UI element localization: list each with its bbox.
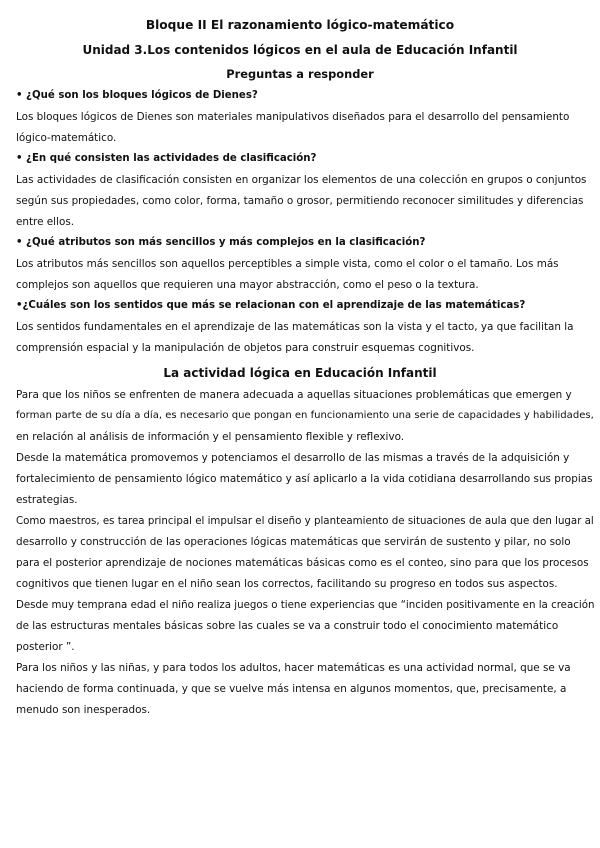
answer-3-line-2: complejos son aquellos que requieren una mayor abstracción, como el peso o la textura. [16, 279, 479, 291]
answer-4-line-2: comprensión espacial y la manipulación de objetos para construir esquemas cognitivos. [16, 342, 475, 354]
answer-1-line-1: Los bloques lógicos de Dienes son materiales manipulativos diseñados para el desarrollo del pensamiento [16, 111, 570, 123]
unit-title: Unidad 3.Los contenidos lógicos en el aula de Educación Infantil [82, 43, 518, 57]
body-line-3: en relación al análisis de información y el pensamiento flexible y reflexivo. [16, 431, 405, 443]
body-line-8: desarrollo y construcción de las operaciones lógicas matemáticas que servirán de sustento y pilar, no solo [16, 536, 571, 548]
body-line-6: estrategias. [16, 494, 78, 506]
answer-2-line-1: Las actividades de clasificación consisten en organizar los elementos de una colección en grupos o conjuntos [16, 174, 587, 186]
body-line-4: Desde la matemática promovemos y potenciamos el desarrollo de las mismas a través de la adquisición y [16, 452, 570, 464]
body-line-7: Como maestros, es tarea principal el impulsar el diseño y planteamiento de situaciones de aula que den lugar al [16, 515, 594, 527]
question-1: • ¿Qué son los bloques lógicos de Dienes? [16, 90, 258, 101]
body-line-10: cognitivos que tienen lugar en el niño sean los correctos, facilitando su progreso en todos sus aspectos. [16, 578, 558, 590]
question-4: •¿Cuáles son los sentidos que más se relacionan con el aprendizaje de las matemáticas? [16, 300, 526, 311]
question-3: • ¿Qué atributos son más sencillos y más complejos en la clasificación? [16, 237, 426, 248]
body-line-11: Desde muy temprana edad el niño realiza juegos o tiene experiencias que “inciden positivamente en la creación [16, 599, 595, 611]
body-line-16: menudo son inesperados. [16, 704, 151, 716]
answer-3-line-1: Los atributos más sencillos son aquellos perceptibles a simple vista, como el color o el tamaño. Los más [16, 258, 559, 270]
body-line-9: para el posterior aprendizaje de nociones matemáticas básicas como es el conteo, sino para que los procesos [16, 557, 589, 569]
answer-1-line-2: lógico-matemático. [16, 132, 117, 144]
block-title: Bloque II El razonamiento lógico-matemático [145, 18, 455, 32]
body-line-1: Para que los niños se enfrenten de manera adecuada a aquellas situaciones problemáticas que emergen y [16, 389, 572, 401]
answer-2-line-2: según sus propiedades, como color, forma, tamaño o grosor, permitiendo reconocer similitudes y diferencias [16, 195, 584, 207]
questions-heading: Preguntas a responder [226, 67, 374, 81]
section-title: La actividad lógica en Educación Infantil [163, 366, 437, 380]
body-line-12: de las estructuras mentales básicas sobre las cuales se va a construir todo el conocimiento matemático [16, 620, 559, 632]
body-line-14: Para los niños y las niñas, y para todos los adultos, hacer matemáticas es una actividad normal, que se va [16, 662, 571, 674]
question-2: • ¿En qué consisten las actividades de clasificación? [16, 153, 317, 164]
body-line-2: forman parte de su día a día, es necesario que pongan en funcionamiento una serie de capacidades y habilidades, [16, 410, 594, 421]
body-line-15: haciendo de forma continuada, y que se vuelve más intensa en algunos momentos, que, precisamente, a [16, 683, 567, 695]
answer-4-line-1: Los sentidos fundamentales en el aprendizaje de las matemáticas son la vista y el tacto, ya que facilitan la [16, 321, 574, 333]
body-line-5: fortalecimiento de pensamiento lógico matemático y así aplicarlo a la vida cotidiana desarrollando sus propias [16, 473, 593, 485]
answer-2-line-3: entre ellos. [16, 216, 75, 228]
body-line-13: posterior ”. [16, 641, 75, 653]
